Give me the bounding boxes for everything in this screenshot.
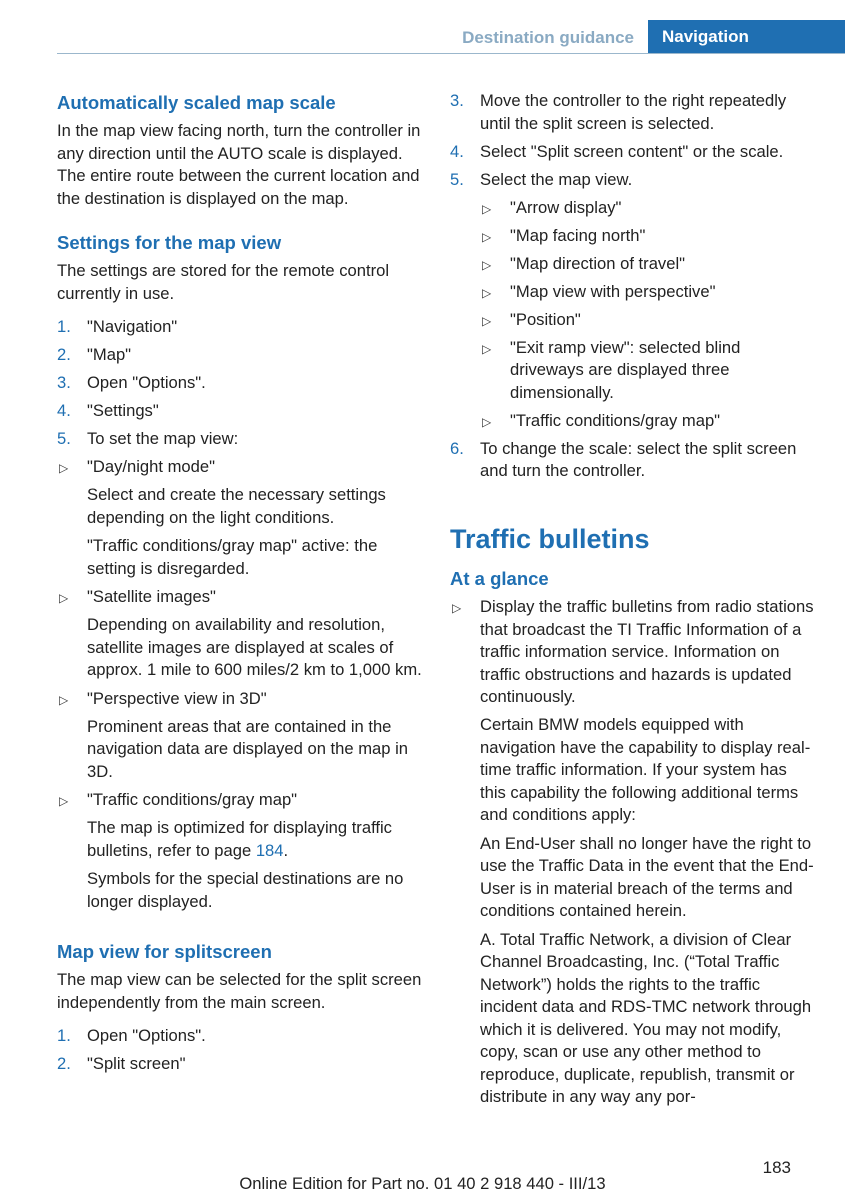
list-item: 1. "Navigation" — [57, 317, 178, 336]
bullet-item: ▷ "Arrow display" — [450, 197, 815, 220]
bullet-item: ▷ "Map direction of travel" — [450, 253, 815, 276]
heading-auto-scale: Automatically scaled map scale — [57, 92, 336, 113]
list-item: 6. To change the scale: select the split screen and turn the controller. — [450, 438, 797, 480]
list-item: 3. Move the controller to the right repeatedly until the split screen is selected. — [450, 91, 787, 133]
page-header — [57, 20, 845, 54]
bullet-detail: Depending on availability and resolution, satellite images are displayed at scales of approx. 1 mile to 600 miles/2 km to 1,000 km. — [87, 615, 422, 679]
list-item: 4. "Settings" — [57, 401, 159, 420]
list-item: 1. Open "Options". — [57, 1026, 206, 1045]
triangle-right-icon: ▷ — [59, 591, 69, 605]
auto-scale-text: In the map view facing north, turn the controller in any direction until the AUTO scale is displayed. The entire route between the current location and the destination is displayed on the map. — [57, 121, 421, 208]
triangle-right-icon: ▷ — [482, 341, 492, 356]
header-divider — [57, 53, 845, 54]
list-item: 3. Open "Options". — [57, 373, 206, 392]
list-item: 2. "Map" — [57, 345, 132, 364]
list-item: 2. "Split screen" — [57, 1054, 186, 1073]
list-item: 5. Select the map view. — [450, 169, 633, 189]
triangle-right-icon: ▷ — [482, 285, 492, 300]
triangle-right-icon: ▷ — [452, 601, 462, 615]
splitscreen-text: The map view can be selected for the split screen independently from the main screen. — [57, 970, 422, 1012]
bullet-item: ▷ "Exit ramp view": selected blind driveways are displayed three dimensionally. — [482, 337, 741, 402]
chapter-tab: Navigation — [648, 20, 845, 54]
edition-footer: Online Edition for Part no. 01 40 2 918 440 - III/13 — [239, 1174, 606, 1193]
bullet-item: ▷ "Traffic conditions/gray map" — [450, 410, 815, 433]
right-column — [450, 90, 815, 1115]
bullet-item: ▷ "Position" — [450, 309, 815, 332]
list-item: 4. Select "Split screen content" or the scale. — [450, 141, 784, 161]
bullet-detail: Symbols for the special destinations are no longer displayed. — [87, 869, 404, 911]
heading-at-a-glance: At a glance — [450, 568, 549, 589]
bullet-detail: Select and create the necessary settings depending on the light conditions. — [87, 485, 386, 527]
left-column — [57, 90, 427, 1081]
map-view-options — [450, 197, 815, 433]
bullet-detail: "Traffic conditions/gray map" active: the setting is disregarded. — [87, 536, 378, 578]
bullet-item: ▷ "Traffic conditions/gray map" — [57, 789, 427, 812]
triangle-right-icon: ▷ — [59, 461, 69, 475]
heading-settings: Settings for the map view — [57, 232, 282, 253]
triangle-right-icon: ▷ — [59, 794, 69, 808]
bullet-item: ▷ Display the traffic bulletins from radio stations that broadcast the TI Traffic Information of a traffic information service. Information on traffic obstructions and hazards is updated continuously. — [452, 597, 814, 706]
bullet-detail: The map is optimized for displaying traffic bulletins, refer to page 184. — [87, 818, 392, 860]
bullet-detail: An End-User shall no longer have the right to use the Traffic Data in the event that the End-User is in material breach of the terms and conditions contained herein. — [480, 833, 814, 920]
page-reference-link[interactable]: 184 — [255, 840, 284, 860]
bullet-detail: Certain BMW models equipped with navigation have the capability to display real-time traffic information. If your system has this capability the following additional terms and conditions apply: — [480, 715, 811, 824]
bullet-item: ▷ "Perspective view in 3D" — [57, 688, 427, 711]
bullet-detail: A. Total Traffic Network, a division of Clear Channel Broadcasting, Inc. (“Total Traffic Network”) holds the rights to the traffic incident data and RDS-TMC network through which it is delivered. You may not modify, copy, scan or use any other method to reproduce, duplicate, republish, transmit or distribute in any way any por- — [480, 929, 812, 1106]
settings-text: The settings are stored for the remote control currently in use. — [57, 261, 390, 303]
heading-splitscreen: Map view for splitscreen — [57, 941, 272, 962]
bullet-item: ▷ "Satellite images" — [57, 586, 427, 609]
triangle-right-icon: ▷ — [482, 313, 492, 328]
list-item: 5. To set the map view: — [57, 429, 239, 448]
triangle-right-icon: ▷ — [482, 229, 492, 244]
bullet-item: ▷ "Map facing north" — [450, 225, 815, 248]
section-title: Destination guidance — [462, 28, 634, 47]
triangle-right-icon: ▷ — [59, 692, 69, 707]
bullet-item: ▷ "Map view with perspective" — [450, 281, 815, 304]
bullet-detail: Prominent areas that are contained in the navigation data are displayed on the map in 3D. — [87, 716, 409, 781]
bullet-item: ▷ "Day/night mode" — [57, 456, 427, 479]
heading-traffic-bulletins: Traffic bulletins — [450, 524, 650, 554]
triangle-right-icon: ▷ — [482, 414, 492, 429]
triangle-right-icon: ▷ — [482, 257, 492, 272]
triangle-right-icon: ▷ — [482, 201, 492, 216]
page-number: 183 — [762, 1158, 791, 1177]
